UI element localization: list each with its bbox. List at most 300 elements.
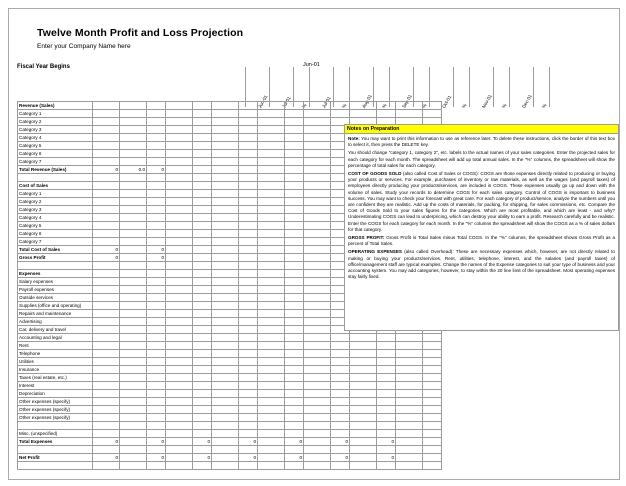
grid-cell[interactable] — [212, 150, 239, 158]
grid-cell[interactable] — [120, 438, 147, 446]
grid-cell[interactable] — [93, 422, 120, 430]
row-label[interactable]: Advertising — [18, 318, 93, 326]
grid-cell[interactable] — [166, 198, 193, 206]
grid-cell[interactable] — [304, 302, 331, 310]
grid-cell[interactable] — [304, 398, 331, 406]
grid-cell[interactable] — [212, 406, 239, 414]
grid-cell[interactable] — [193, 398, 212, 406]
grid-cell[interactable] — [212, 366, 239, 374]
grid-cell[interactable] — [93, 382, 120, 390]
grid-cell[interactable] — [93, 406, 120, 414]
grid-cell[interactable] — [120, 150, 147, 158]
grid-cell[interactable] — [93, 350, 120, 358]
grid-cell[interactable] — [18, 262, 93, 270]
grid-cell[interactable] — [212, 310, 239, 318]
grid-cell[interactable] — [239, 102, 258, 110]
grid-cell[interactable] — [120, 286, 147, 294]
row-label[interactable]: Category 3 — [18, 126, 93, 134]
grid-cell[interactable] — [212, 134, 239, 142]
grid-cell[interactable] — [331, 406, 350, 414]
grid-cell[interactable] — [258, 438, 285, 446]
grid-cell[interactable]: 0 — [147, 454, 166, 462]
grid-cell[interactable] — [193, 214, 212, 222]
grid-cell[interactable] — [285, 174, 304, 182]
row-label[interactable]: Category 7 — [18, 158, 93, 166]
grid-cell[interactable] — [258, 118, 285, 126]
grid-cell[interactable] — [120, 390, 147, 398]
grid-cell[interactable] — [120, 414, 147, 422]
grid-cell[interactable] — [285, 254, 304, 262]
grid-cell[interactable] — [258, 414, 285, 422]
grid-cell[interactable] — [93, 334, 120, 342]
grid-cell[interactable] — [423, 446, 442, 454]
grid-cell[interactable] — [212, 382, 239, 390]
grid-cell[interactable] — [258, 390, 285, 398]
grid-cell[interactable] — [193, 390, 212, 398]
grid-cell[interactable] — [396, 366, 423, 374]
grid-cell[interactable] — [93, 214, 120, 222]
grid-cell[interactable] — [212, 430, 239, 438]
grid-cell[interactable] — [93, 102, 120, 110]
grid-cell[interactable] — [239, 462, 258, 470]
grid-cell[interactable] — [166, 254, 193, 262]
grid-cell[interactable] — [120, 142, 147, 150]
grid-cell[interactable] — [18, 174, 93, 182]
grid-cell[interactable] — [423, 406, 442, 414]
grid-cell[interactable] — [423, 110, 442, 118]
grid-cell[interactable] — [331, 446, 350, 454]
grid-cell[interactable] — [423, 334, 442, 342]
grid-cell[interactable] — [258, 190, 285, 198]
grid-cell[interactable] — [120, 110, 147, 118]
grid-cell[interactable] — [377, 366, 396, 374]
grid-cell[interactable] — [147, 126, 166, 134]
grid-cell[interactable] — [396, 430, 423, 438]
grid-cell[interactable] — [350, 350, 377, 358]
grid-cell[interactable] — [331, 462, 350, 470]
grid-cell[interactable] — [147, 406, 166, 414]
grid-cell[interactable] — [331, 414, 350, 422]
grid-cell[interactable] — [193, 294, 212, 302]
grid-cell[interactable] — [258, 406, 285, 414]
grid-cell[interactable] — [258, 382, 285, 390]
grid-cell[interactable] — [212, 342, 239, 350]
grid-cell[interactable] — [193, 150, 212, 158]
grid-cell[interactable] — [193, 222, 212, 230]
grid-cell[interactable] — [166, 358, 193, 366]
grid-cell[interactable] — [193, 318, 212, 326]
grid-cell[interactable] — [120, 262, 147, 270]
grid-cell[interactable] — [212, 358, 239, 366]
grid-cell[interactable] — [350, 438, 377, 446]
grid-cell[interactable] — [212, 126, 239, 134]
row-label[interactable]: Misc. (unspecified) — [18, 430, 93, 438]
grid-cell[interactable] — [193, 462, 212, 470]
grid-cell[interactable]: 0 — [93, 454, 120, 462]
grid-cell[interactable] — [239, 302, 258, 310]
row-label[interactable]: Category 7 — [18, 238, 93, 246]
grid-cell[interactable] — [239, 310, 258, 318]
grid-cell[interactable] — [285, 262, 304, 270]
grid-cell[interactable] — [258, 446, 285, 454]
grid-cell[interactable] — [285, 294, 304, 302]
grid-cell[interactable] — [423, 350, 442, 358]
grid-cell[interactable] — [304, 278, 331, 286]
grid-cell[interactable] — [193, 254, 212, 262]
grid-cell[interactable] — [304, 286, 331, 294]
grid-cell[interactable] — [166, 310, 193, 318]
grid-cell[interactable] — [258, 214, 285, 222]
row-label[interactable]: Category 1 — [18, 190, 93, 198]
grid-cell[interactable] — [377, 102, 396, 110]
grid-cell[interactable] — [147, 206, 166, 214]
grid-cell[interactable] — [166, 206, 193, 214]
grid-cell[interactable] — [120, 366, 147, 374]
row-label[interactable]: Other expenses (specify) — [18, 406, 93, 414]
grid-cell[interactable] — [193, 342, 212, 350]
grid-cell[interactable] — [258, 366, 285, 374]
grid-cell[interactable] — [120, 422, 147, 430]
grid-cell[interactable] — [377, 382, 396, 390]
grid-cell[interactable] — [258, 254, 285, 262]
grid-cell[interactable] — [212, 318, 239, 326]
grid-cell[interactable] — [239, 382, 258, 390]
grid-cell[interactable] — [304, 222, 331, 230]
grid-cell[interactable] — [193, 350, 212, 358]
grid-cell[interactable] — [304, 246, 331, 254]
grid-cell[interactable] — [166, 102, 193, 110]
grid-cell[interactable] — [120, 102, 147, 110]
grid-cell[interactable] — [285, 310, 304, 318]
grid-cell[interactable] — [147, 302, 166, 310]
grid-cell[interactable] — [239, 326, 258, 334]
row-label[interactable]: Supplies (office and operating) — [18, 302, 93, 310]
grid-cell[interactable] — [423, 382, 442, 390]
grid-cell[interactable] — [120, 222, 147, 230]
grid-cell[interactable] — [120, 342, 147, 350]
grid-cell[interactable] — [166, 222, 193, 230]
grid-cell[interactable] — [285, 350, 304, 358]
grid-cell[interactable] — [258, 286, 285, 294]
grid-cell[interactable] — [166, 110, 193, 118]
grid-cell[interactable] — [285, 134, 304, 142]
grid-cell[interactable] — [396, 406, 423, 414]
row-label[interactable]: Rent — [18, 342, 93, 350]
row-label[interactable]: Gross Profit — [18, 254, 93, 262]
grid-cell[interactable] — [396, 374, 423, 382]
grid-cell[interactable] — [212, 246, 239, 254]
grid-cell[interactable] — [166, 438, 193, 446]
grid-cell[interactable] — [350, 446, 377, 454]
grid-cell[interactable] — [258, 326, 285, 334]
grid-cell[interactable] — [239, 390, 258, 398]
grid-cell[interactable] — [285, 382, 304, 390]
grid-cell[interactable] — [285, 222, 304, 230]
grid-cell[interactable] — [212, 262, 239, 270]
grid-cell[interactable] — [423, 374, 442, 382]
fiscal-year-value[interactable]: Jun-01 — [303, 62, 320, 68]
grid-cell[interactable] — [212, 206, 239, 214]
grid-cell[interactable] — [166, 430, 193, 438]
grid-cell[interactable] — [120, 454, 147, 462]
grid-cell[interactable] — [212, 294, 239, 302]
grid-cell[interactable] — [166, 182, 193, 190]
grid-cell[interactable] — [285, 462, 304, 470]
grid-cell[interactable] — [304, 230, 331, 238]
grid-cell[interactable] — [193, 310, 212, 318]
grid-cell[interactable] — [93, 342, 120, 350]
row-label[interactable]: Category 6 — [18, 230, 93, 238]
grid-cell[interactable] — [304, 334, 331, 342]
grid-cell[interactable] — [212, 414, 239, 422]
grid-cell[interactable] — [285, 150, 304, 158]
grid-cell[interactable] — [166, 462, 193, 470]
grid-cell[interactable]: 0 — [93, 254, 120, 262]
grid-cell[interactable] — [396, 398, 423, 406]
grid-cell[interactable] — [212, 454, 239, 462]
grid-cell[interactable] — [377, 422, 396, 430]
grid-cell[interactable] — [193, 126, 212, 134]
grid-cell[interactable] — [304, 198, 331, 206]
grid-cell[interactable] — [239, 398, 258, 406]
grid-cell[interactable] — [166, 142, 193, 150]
grid-cell[interactable] — [396, 438, 423, 446]
grid-cell[interactable] — [212, 190, 239, 198]
grid-cell[interactable] — [258, 174, 285, 182]
grid-cell[interactable] — [166, 302, 193, 310]
grid-cell[interactable] — [304, 406, 331, 414]
grid-cell[interactable] — [147, 286, 166, 294]
grid-cell[interactable] — [93, 326, 120, 334]
grid-cell[interactable] — [166, 190, 193, 198]
grid-cell[interactable] — [120, 358, 147, 366]
grid-cell[interactable] — [285, 358, 304, 366]
grid-cell[interactable] — [212, 326, 239, 334]
grid-cell[interactable] — [166, 366, 193, 374]
grid-cell[interactable] — [166, 342, 193, 350]
grid-cell[interactable] — [147, 294, 166, 302]
grid-cell[interactable] — [377, 398, 396, 406]
grid-cell[interactable] — [147, 134, 166, 142]
grid-cell[interactable] — [304, 142, 331, 150]
grid-cell[interactable] — [285, 206, 304, 214]
row-label[interactable]: Cost of Sales — [18, 182, 93, 190]
grid-cell[interactable] — [193, 446, 212, 454]
row-label[interactable]: Salary expenses — [18, 278, 93, 286]
grid-cell[interactable] — [396, 454, 423, 462]
grid-cell[interactable] — [166, 286, 193, 294]
grid-cell[interactable] — [212, 238, 239, 246]
grid-cell[interactable] — [239, 406, 258, 414]
grid-cell[interactable] — [120, 278, 147, 286]
grid-cell[interactable] — [285, 142, 304, 150]
grid-cell[interactable] — [258, 462, 285, 470]
grid-cell[interactable] — [120, 302, 147, 310]
grid-cell[interactable] — [93, 190, 120, 198]
grid-cell[interactable] — [239, 230, 258, 238]
grid-cell[interactable] — [285, 342, 304, 350]
grid-cell[interactable]: 0 — [331, 438, 350, 446]
grid-cell[interactable] — [120, 374, 147, 382]
grid-cell[interactable] — [93, 174, 120, 182]
grid-cell[interactable]: 0 — [331, 454, 350, 462]
grid-cell[interactable] — [212, 398, 239, 406]
grid-cell[interactable] — [147, 422, 166, 430]
row-label[interactable]: Accounting and legal — [18, 334, 93, 342]
grid-cell[interactable] — [285, 198, 304, 206]
grid-cell[interactable]: 0 — [285, 438, 304, 446]
grid-cell[interactable] — [350, 406, 377, 414]
grid-cell[interactable] — [285, 230, 304, 238]
grid-cell[interactable] — [396, 382, 423, 390]
grid-cell[interactable] — [258, 238, 285, 246]
grid-cell[interactable] — [258, 318, 285, 326]
row-label[interactable]: Category 5 — [18, 142, 93, 150]
grid-cell[interactable] — [350, 342, 377, 350]
grid-cell[interactable] — [147, 110, 166, 118]
grid-cell[interactable] — [304, 462, 331, 470]
grid-cell[interactable] — [239, 110, 258, 118]
grid-cell[interactable] — [212, 334, 239, 342]
grid-cell[interactable] — [93, 310, 120, 318]
grid-cell[interactable] — [377, 414, 396, 422]
grid-cell[interactable]: 0 — [147, 254, 166, 262]
grid-cell[interactable] — [350, 462, 377, 470]
row-label[interactable]: Category 5 — [18, 222, 93, 230]
row-label[interactable]: Taxes (real estate, etc.) — [18, 374, 93, 382]
grid-cell[interactable] — [147, 102, 166, 110]
grid-cell[interactable] — [258, 278, 285, 286]
grid-cell[interactable] — [304, 310, 331, 318]
grid-cell[interactable] — [147, 222, 166, 230]
row-label[interactable] — [18, 422, 93, 430]
grid-cell[interactable] — [423, 366, 442, 374]
row-label[interactable]: Revenue (Sales) — [18, 102, 93, 110]
grid-cell[interactable] — [350, 110, 377, 118]
grid-cell[interactable] — [193, 206, 212, 214]
grid-cell[interactable] — [166, 134, 193, 142]
grid-cell[interactable] — [258, 246, 285, 254]
grid-cell[interactable] — [93, 286, 120, 294]
grid-cell[interactable] — [350, 398, 377, 406]
grid-cell[interactable] — [147, 350, 166, 358]
grid-cell[interactable] — [166, 158, 193, 166]
grid-cell[interactable] — [147, 150, 166, 158]
grid-cell[interactable] — [377, 350, 396, 358]
grid-cell[interactable] — [193, 326, 212, 334]
grid-cell[interactable] — [304, 382, 331, 390]
grid-cell[interactable] — [258, 374, 285, 382]
grid-cell[interactable] — [239, 190, 258, 198]
grid-cell[interactable] — [258, 110, 285, 118]
grid-cell[interactable] — [239, 182, 258, 190]
row-label[interactable]: Payroll expenses — [18, 286, 93, 294]
grid-cell[interactable] — [396, 462, 423, 470]
grid-cell[interactable] — [258, 126, 285, 134]
row-label[interactable]: Category 3 — [18, 206, 93, 214]
grid-cell[interactable] — [331, 334, 350, 342]
row-label[interactable]: Category 4 — [18, 134, 93, 142]
grid-cell[interactable] — [93, 430, 120, 438]
grid-cell[interactable] — [239, 270, 258, 278]
grid-cell[interactable] — [239, 350, 258, 358]
grid-cell[interactable] — [193, 270, 212, 278]
grid-cell[interactable] — [258, 454, 285, 462]
grid-cell[interactable] — [304, 358, 331, 366]
grid-cell[interactable] — [239, 246, 258, 254]
grid-cell[interactable] — [193, 430, 212, 438]
grid-cell[interactable] — [193, 286, 212, 294]
grid-cell[interactable] — [147, 358, 166, 366]
grid-cell[interactable] — [147, 398, 166, 406]
grid-cell[interactable] — [166, 118, 193, 126]
grid-cell[interactable] — [350, 382, 377, 390]
grid-cell[interactable] — [285, 326, 304, 334]
grid-cell[interactable] — [212, 270, 239, 278]
grid-cell[interactable] — [285, 430, 304, 438]
grid-cell[interactable] — [120, 118, 147, 126]
grid-cell[interactable] — [147, 318, 166, 326]
grid-cell[interactable] — [147, 230, 166, 238]
grid-cell[interactable] — [350, 358, 377, 366]
grid-cell[interactable] — [304, 262, 331, 270]
grid-cell[interactable] — [285, 126, 304, 134]
grid-cell[interactable] — [120, 174, 147, 182]
grid-cell[interactable] — [147, 158, 166, 166]
grid-cell[interactable] — [350, 454, 377, 462]
grid-cell[interactable] — [331, 398, 350, 406]
row-label[interactable]: Category 2 — [18, 198, 93, 206]
grid-cell[interactable] — [239, 278, 258, 286]
grid-cell[interactable] — [396, 390, 423, 398]
grid-cell[interactable] — [285, 422, 304, 430]
grid-cell[interactable] — [331, 430, 350, 438]
grid-cell[interactable] — [193, 110, 212, 118]
grid-cell[interactable] — [239, 158, 258, 166]
grid-cell[interactable] — [93, 270, 120, 278]
grid-cell[interactable] — [166, 414, 193, 422]
grid-cell[interactable] — [93, 126, 120, 134]
grid-cell[interactable] — [93, 110, 120, 118]
grid-cell[interactable] — [396, 110, 423, 118]
grid-cell[interactable] — [423, 422, 442, 430]
grid-cell[interactable] — [193, 278, 212, 286]
row-label[interactable]: Telephone — [18, 350, 93, 358]
grid-cell[interactable] — [93, 262, 120, 270]
grid-cell[interactable] — [258, 270, 285, 278]
grid-cell[interactable] — [166, 270, 193, 278]
grid-cell[interactable] — [350, 334, 377, 342]
grid-cell[interactable] — [239, 166, 258, 174]
grid-cell[interactable] — [193, 246, 212, 254]
grid-cell[interactable] — [93, 318, 120, 326]
grid-cell[interactable] — [166, 326, 193, 334]
grid-cell[interactable] — [147, 342, 166, 350]
grid-cell[interactable] — [396, 358, 423, 366]
grid-cell[interactable] — [239, 254, 258, 262]
grid-cell[interactable] — [166, 230, 193, 238]
grid-cell[interactable] — [258, 342, 285, 350]
grid-cell[interactable] — [285, 118, 304, 126]
grid-cell[interactable] — [258, 158, 285, 166]
grid-cell[interactable] — [396, 414, 423, 422]
grid-cell[interactable] — [193, 358, 212, 366]
grid-cell[interactable] — [285, 302, 304, 310]
grid-cell[interactable] — [350, 414, 377, 422]
grid-cell[interactable]: 0 — [193, 454, 212, 462]
grid-cell[interactable] — [304, 254, 331, 262]
grid-cell[interactable] — [304, 326, 331, 334]
